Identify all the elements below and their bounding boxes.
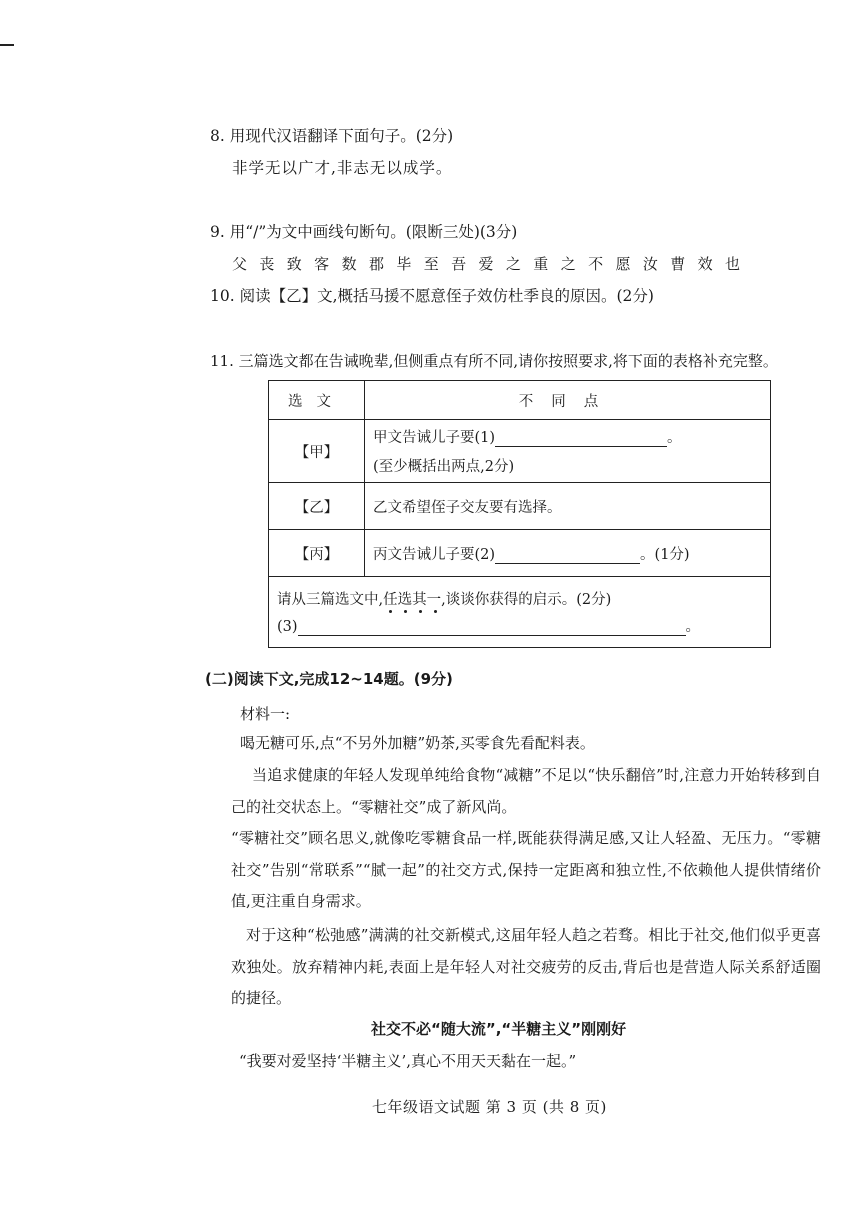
- page-footer: 七年级语文试题 第 3 页 (共 8 页): [372, 1098, 607, 1116]
- table-row: [269, 483, 771, 530]
- question-8-sentence: 非学无以广才,非志无以成学。: [232, 159, 453, 177]
- question-10: 10. 阅读【乙】文,概括马援不愿意侄子效仿杜季良的原因。(2分): [210, 287, 654, 305]
- question-9-sentence: [232, 253, 752, 275]
- answer-blank-2[interactable]: [495, 546, 640, 564]
- header-col-diff: 不同点: [365, 381, 771, 420]
- sentence-char: 客: [314, 255, 330, 273]
- sentence-char: 数: [341, 255, 357, 273]
- table-row: [269, 420, 771, 483]
- answer-blank-3[interactable]: [298, 618, 686, 636]
- row-label-bing: 【丙】: [269, 530, 365, 577]
- row-cell-jia: [365, 420, 771, 483]
- table-row: [269, 577, 771, 648]
- insight-dotted-text: [383, 592, 441, 608]
- row-label-jia: 【甲】: [269, 420, 365, 483]
- sentence-char: 爱: [478, 255, 494, 273]
- article-subheading: 社交不必“随大流”,“半糖主义”刚刚好: [371, 1020, 627, 1038]
- answer-blank-1[interactable]: [495, 429, 667, 447]
- sentence-char: 毕: [396, 255, 412, 273]
- row-label-yi: 【乙】: [269, 483, 365, 530]
- sentence-char: 汝: [642, 255, 658, 273]
- insight-label: (3): [277, 619, 298, 635]
- corner-mark: [0, 44, 14, 46]
- header-col-text: 选文: [269, 381, 365, 420]
- material-label: 材料一:: [240, 705, 291, 723]
- answer-table: [268, 380, 771, 648]
- insight-text-a: 请从三篇选文中,: [277, 592, 384, 608]
- insight-period: 。: [685, 619, 701, 635]
- sentence-char: 愿: [615, 255, 631, 273]
- sentence-char: 至: [423, 255, 439, 273]
- paragraph: 喝无糖可乐,点“不另外加糖”奶茶,买零食先看配料表。: [240, 734, 595, 752]
- sentence-char: 致: [286, 255, 302, 273]
- jia-text: 甲文告诫儿子要(1): [373, 430, 496, 446]
- row-cell-yi: 乙文希望侄子交友要有选择。: [365, 483, 771, 530]
- section-heading: (二)阅读下文,完成12~14题。(9分): [205, 670, 453, 688]
- insight-emphasis: 任选其一: [383, 592, 442, 608]
- sentence-char: 曹: [670, 255, 686, 273]
- bing-score: 。(1分): [640, 546, 690, 563]
- sentence-char: 丧: [259, 255, 275, 273]
- bing-text: 丙文告诫儿子要(2): [373, 546, 496, 563]
- sentence-char: 郡: [368, 255, 384, 273]
- sentence-char: 之: [505, 255, 521, 273]
- paragraph: 当追求健康的年轻人发现单纯给食物“减糖”不足以“快乐翻倍”时,注意力开始转移到自己的社交状态上。“零糖社交”成了新风尚。: [231, 766, 821, 816]
- sentence-char: 效: [697, 255, 713, 273]
- row-cell-bing: [365, 530, 771, 577]
- paragraph: 对于这种“松弛感”满满的社交新模式,这届年轻人趋之若骛。相比于社交,他们似乎更喜欢独处。放弃精神内耗,表面上是年轻人对社交疲劳的反击,背后也是营造人际关系舒适圈的捷径。: [231, 926, 821, 1007]
- table-row: [269, 530, 771, 577]
- sentence-char: 之: [560, 255, 576, 273]
- jia-note: (至少概括出两点,2分): [373, 459, 515, 475]
- question-8: 8. 用现代汉语翻译下面句子。(2分): [210, 127, 454, 145]
- question-11: 11. 三篇选文都在告诫晚辈,但侧重点有所不同,请你按照要求,将下面的表格补充完整。: [210, 352, 778, 370]
- sentence-char: 吾: [451, 255, 467, 273]
- insight-text-b: ,谈谈你获得的启示。(2分): [441, 592, 612, 608]
- row-cell-insight: [269, 577, 771, 648]
- sentence-char: 重: [533, 255, 549, 273]
- table-header-row: [269, 381, 771, 420]
- sentence-char: 也: [725, 255, 741, 273]
- sentence-char: 父: [232, 255, 248, 273]
- paragraph: “零糖社交”顾名思义,就像吃零糖食品一样,既能获得满足感,又让人轻盈、无压力。“零糖社交”告别“常联系”“腻一起”的社交方式,保持一定距离和独立性,不依赖他人提供情绪价值,更注重自身需求。: [231, 829, 821, 910]
- quote-line: “我要对爱坚持‘半糖主义’,真心不用天天黏在一起。”: [239, 1052, 577, 1070]
- sentence-char: 不: [588, 255, 604, 273]
- question-9: 9. 用“/”为文中画线句断句。(限断三处)(3分): [210, 223, 518, 241]
- jia-period: 。: [667, 430, 682, 446]
